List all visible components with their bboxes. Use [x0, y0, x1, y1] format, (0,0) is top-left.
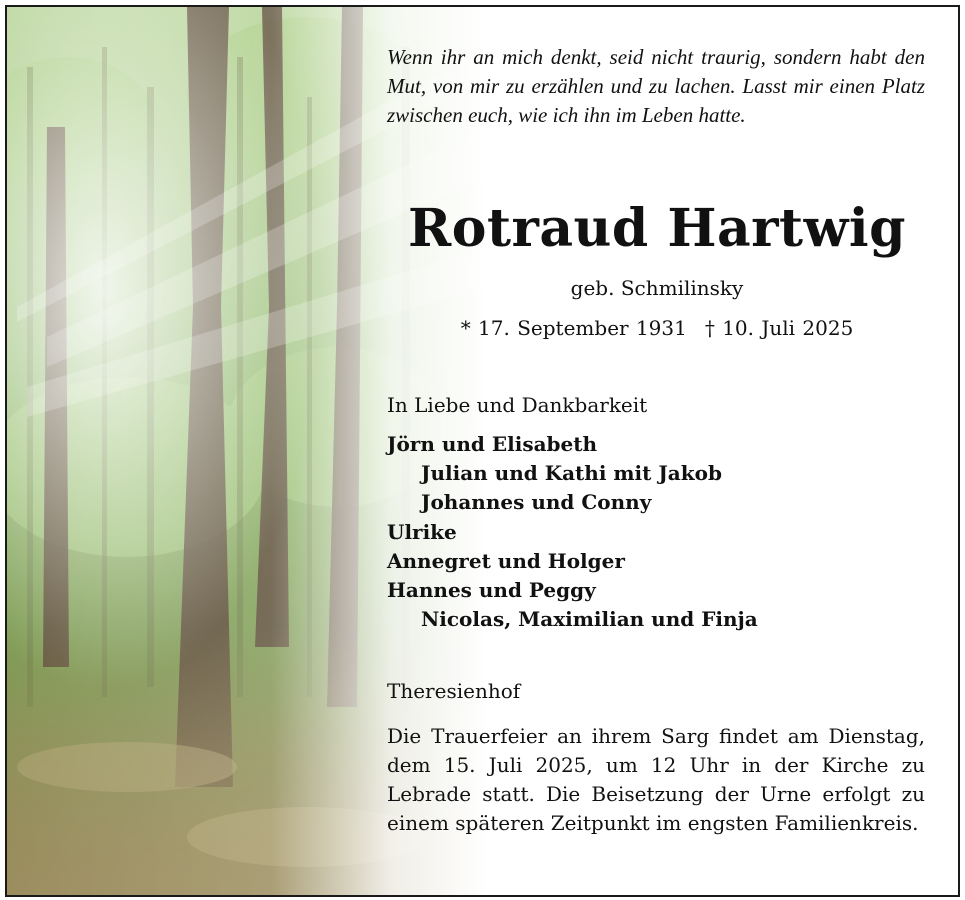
death-date: † 10. Juli 2025: [704, 316, 854, 340]
life-dates: [387, 315, 927, 341]
mourner-line: Annegret und Holger: [387, 548, 625, 573]
birth-name: geb. Schmilinsky: [570, 276, 744, 300]
mourner-line: Ulrike: [387, 519, 457, 544]
mourners-intro: In Liebe und Dankbarkeit: [387, 393, 648, 417]
obituary-notice: [5, 5, 960, 897]
mourner-line: Johannes und Conny: [421, 490, 652, 515]
funeral-service-text: Die Trauerfeier an ihrem Sarg findet am Dienstag, dem 15. Juli 2025, um 12 Uhr in der Kirche zu Lebrade statt. Die Beisetzung der Urne erfolgt zu einem späteren Zeitpunkt im engsten Familienkreis.: [387, 724, 925, 835]
deceased-name: Rotraud Hartwig: [408, 198, 906, 259]
birth-date: * 17. September 1931: [460, 316, 687, 340]
mourner-line: Nicolas, Maximilian und Finja: [421, 607, 758, 632]
mourners-list: [387, 430, 758, 634]
mourner-line: Jörn und Elisabeth: [387, 432, 598, 456]
place-name: Theresienhof: [387, 679, 521, 703]
mourner-line: Julian und Kathi mit Jakob: [421, 461, 722, 486]
mourner-line: Hannes und Peggy: [387, 578, 596, 603]
memorial-quote: Wenn ihr an mich denkt, seid nicht traurig, sondern habt den Mut, von mir zu erzählen und zu lachen. Lasst mir einen Platz zwischen euch, wie ich ihn im Leben hatte.: [387, 45, 925, 127]
